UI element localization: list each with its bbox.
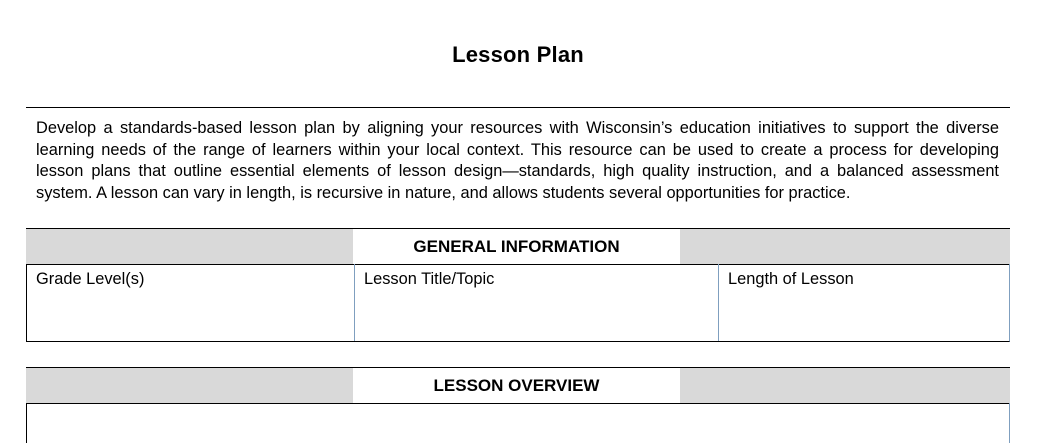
lesson-overview-field[interactable] (26, 403, 1010, 443)
lesson-length-field[interactable] (718, 264, 1010, 341)
lesson-length-label: Length of Lesson (728, 270, 854, 288)
grade-level-label: Grade Level(s) (36, 270, 145, 288)
intro-paragraph: Develop a standards-based lesson plan by aligning your resources with Wisconsin’s education initiatives to support the diverse learning needs of the range of learners within your local context. This resource can be used to create a process for developing lesson plans that outline essential elements of lesson design—standards, high quality instruction, and a balanced assessment system. A lesson can vary in length, is recursive in nature, and allows students several opportunities for practice. (36, 119, 999, 202)
general-information-header (26, 228, 1010, 264)
lesson-overview-header (26, 367, 1010, 403)
lesson-overview-heading: LESSON OVERVIEW (353, 368, 680, 403)
grade-level-field[interactable] (27, 264, 354, 341)
general-information-heading: GENERAL INFORMATION (353, 229, 680, 264)
title-divider (26, 107, 1010, 108)
lesson-title-label: Lesson Title/Topic (364, 270, 495, 288)
lesson-title-field[interactable] (354, 264, 718, 341)
general-information-row (26, 264, 1010, 342)
page-title: Lesson Plan (452, 42, 584, 67)
